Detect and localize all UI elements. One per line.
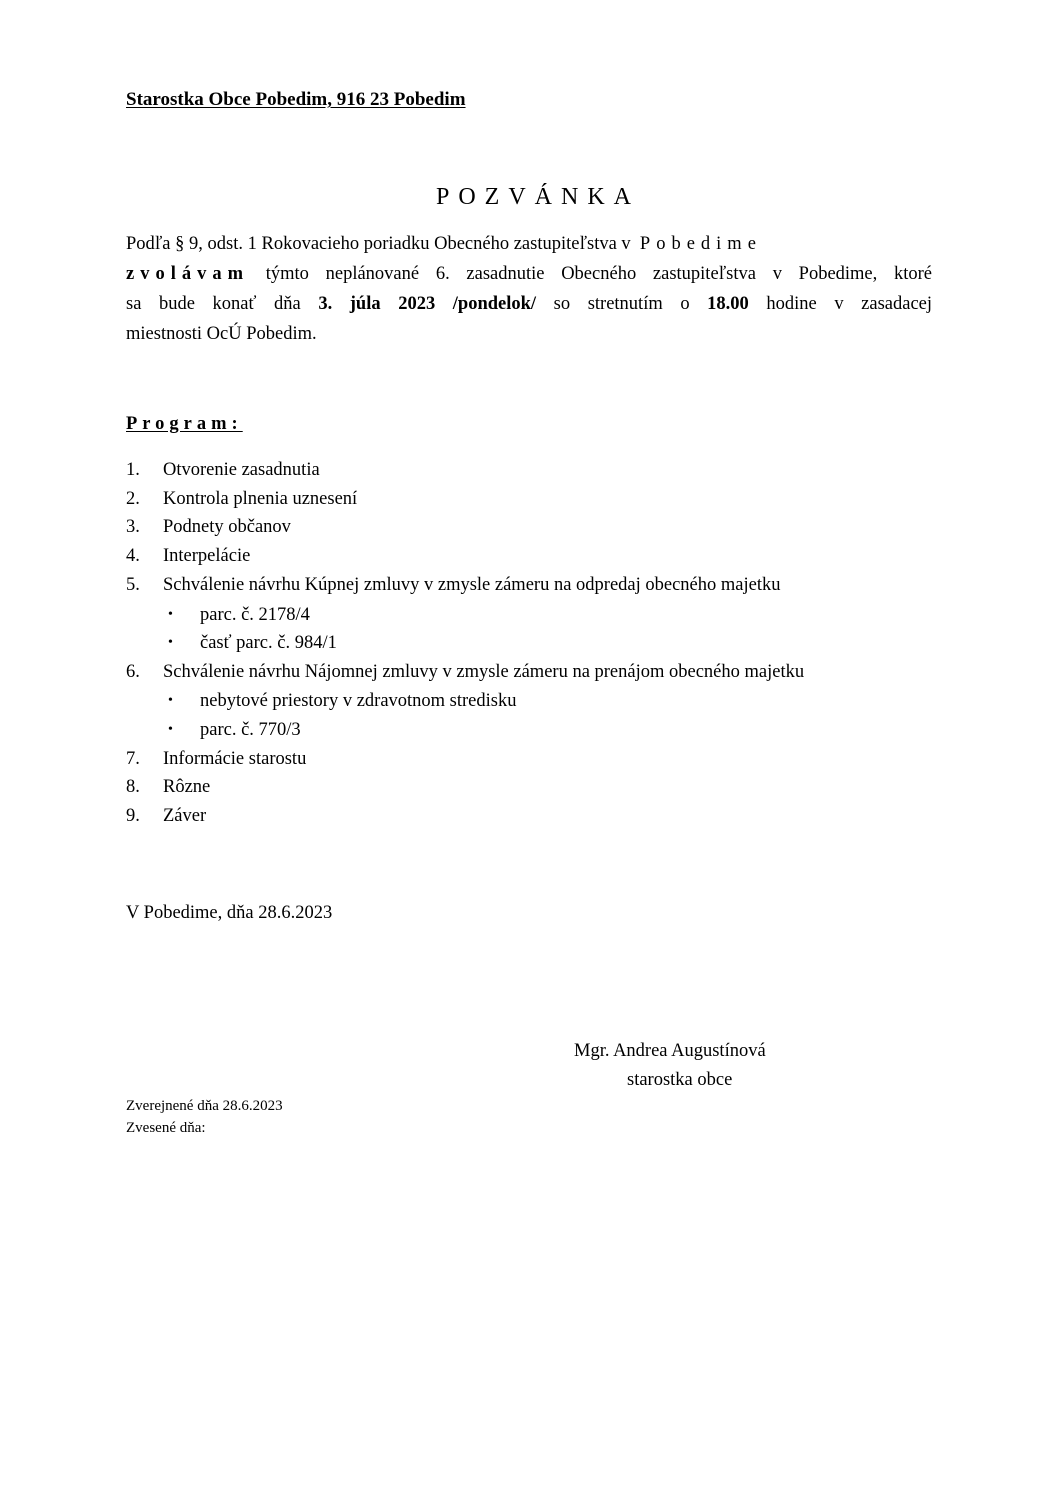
bullet-icon: • [168,607,173,622]
program-item-text: Schválenie návrhu Kúpnej zmluvy v zmysle zámeru na odpredaj obecného majetku [163,575,781,595]
program-subitem-text: nebytové priestory v zdravotnom stredisku [200,691,517,711]
program-item-number: 6. [126,662,140,682]
program-item-text: Schválenie návrhu Nájomnej zmluvy v zmysle zámeru na prenájom obecného majetku [163,662,805,682]
place-and-date: V Pobedime, dňa 28.6.2023 [126,903,333,923]
intro-line-3-meeting: so stretnutím o [553,294,690,314]
meeting-time: 18.00 [707,294,749,314]
program-item-number: 3. [126,517,140,537]
meeting-date: 3. júla 2023 /pondelok/ [318,294,537,314]
program-item-number: 2. [126,489,140,509]
program-item-number: 5. [126,575,140,595]
program-subitem-text: časť parc. č. 984/1 [200,633,337,653]
bullet-icon: • [168,722,173,737]
program-item-text: Otvorenie zasadnutia [163,460,320,480]
program-item-text: Kontrola plnenia uznesení [163,489,358,509]
program-item-number: 8. [126,777,140,797]
intro-line-2 [126,264,932,285]
intro-line-2-text: týmto neplánované 6. zasadnutie Obecného zastupiteľstva v Pobedime, ktoré [265,264,933,284]
published-date: Zverejnené dňa 28.6.2023 [126,1098,283,1114]
signatory-role: starostka obce [627,1070,733,1090]
program-item-number: 9. [126,806,140,826]
intro-convene-word: zvolávam [126,264,250,284]
intro-line-4: miestnosti OcÚ Pobedim. [126,324,317,344]
program-item-text: Záver [163,806,207,826]
program-item-text: Rôzne [163,777,211,797]
program-subitem-text: parc. č. 770/3 [200,720,301,740]
program-item-number: 4. [126,546,140,566]
program-subitem-text: parc. č. 2178/4 [200,605,310,625]
bullet-icon: • [168,693,173,708]
header-address: Starostka Obce Pobedim, 916 23 Pobedim [126,89,466,110]
program-item-number: 1. [126,460,140,480]
intro-line-3-place: hodine v zasadacej [766,294,933,314]
intro-line-3-text: sa bude konať dňa [126,294,301,314]
program-item-text: Informácie starostu [163,749,307,769]
intro-line-3 [126,294,932,315]
intro-line-1 [126,234,932,255]
document-title: POZVÁNKA [436,184,640,210]
program-heading: Program: [126,414,243,434]
program-item-text: Podnety občanov [163,517,291,537]
removed-date: Zvesené dňa: [126,1120,206,1136]
intro-line-1-text: Podľa § 9, odst. 1 Rokovacieho poriadku Obecného zastupiteľstva v [126,234,631,254]
bullet-icon: • [168,635,173,650]
program-item-text: Interpelácie [163,546,251,566]
intro-town-spaced: Pobedime [639,234,762,254]
signatory-name: Mgr. Andrea Augustínová [574,1041,766,1061]
program-item-number: 7. [126,749,140,769]
